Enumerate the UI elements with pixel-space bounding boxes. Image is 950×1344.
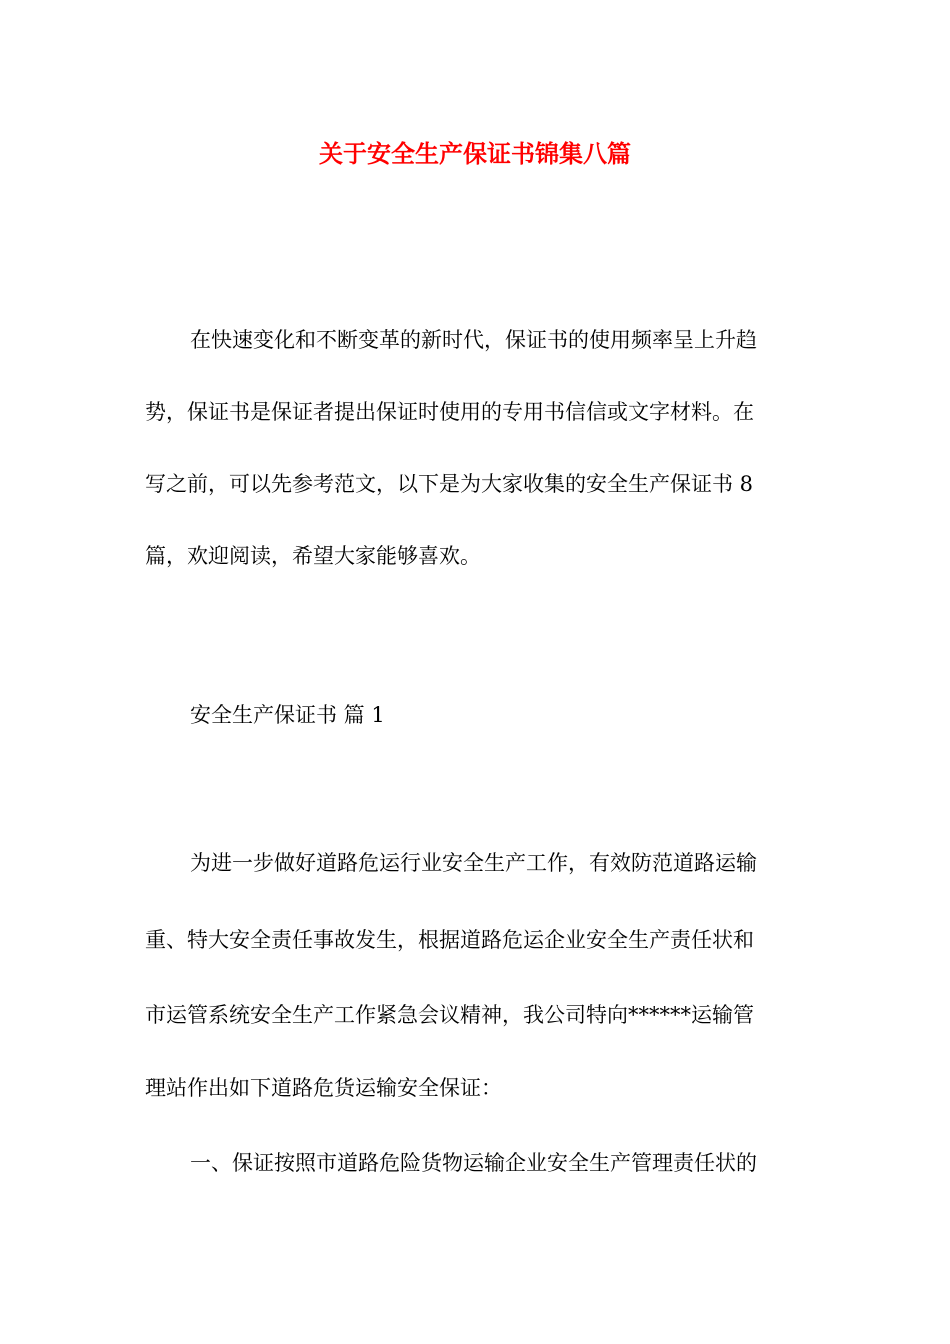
- intro-line-3: 写之前，可以先参考范文，以下是为大家收集的安全生产保证书 8: [145, 472, 754, 496]
- body-line-4: 理站作出如下道路危货运输安全保证：: [145, 1076, 502, 1100]
- intro-line-4: 篇，欢迎阅读，希望大家能够喜欢。: [145, 544, 481, 568]
- intro-line-1: 在快速变化和不断变革的新时代，保证书的使用频率呈上升趋: [190, 328, 757, 352]
- body-line-2: 重、特大安全责任事故发生，根据道路危运企业安全生产责任状和: [145, 928, 754, 952]
- intro-line-2: 势，保证书是保证者提出保证时使用的专用书信信或文字材料。在: [145, 400, 754, 424]
- body-line-5: 一、保证按照市道路危险货物运输企业安全生产管理责任状的: [190, 1151, 757, 1175]
- section-heading: 安全生产保证书 篇 1: [190, 703, 385, 727]
- body-line-3: 市运管系统安全生产工作紧急会议精神，我公司特向******运输管: [145, 1003, 754, 1027]
- document-title: 关于安全生产保证书锦集八篇: [319, 139, 631, 168]
- body-line-1: 为进一步做好道路危运行业安全生产工作，有效防范道路运输: [190, 851, 757, 875]
